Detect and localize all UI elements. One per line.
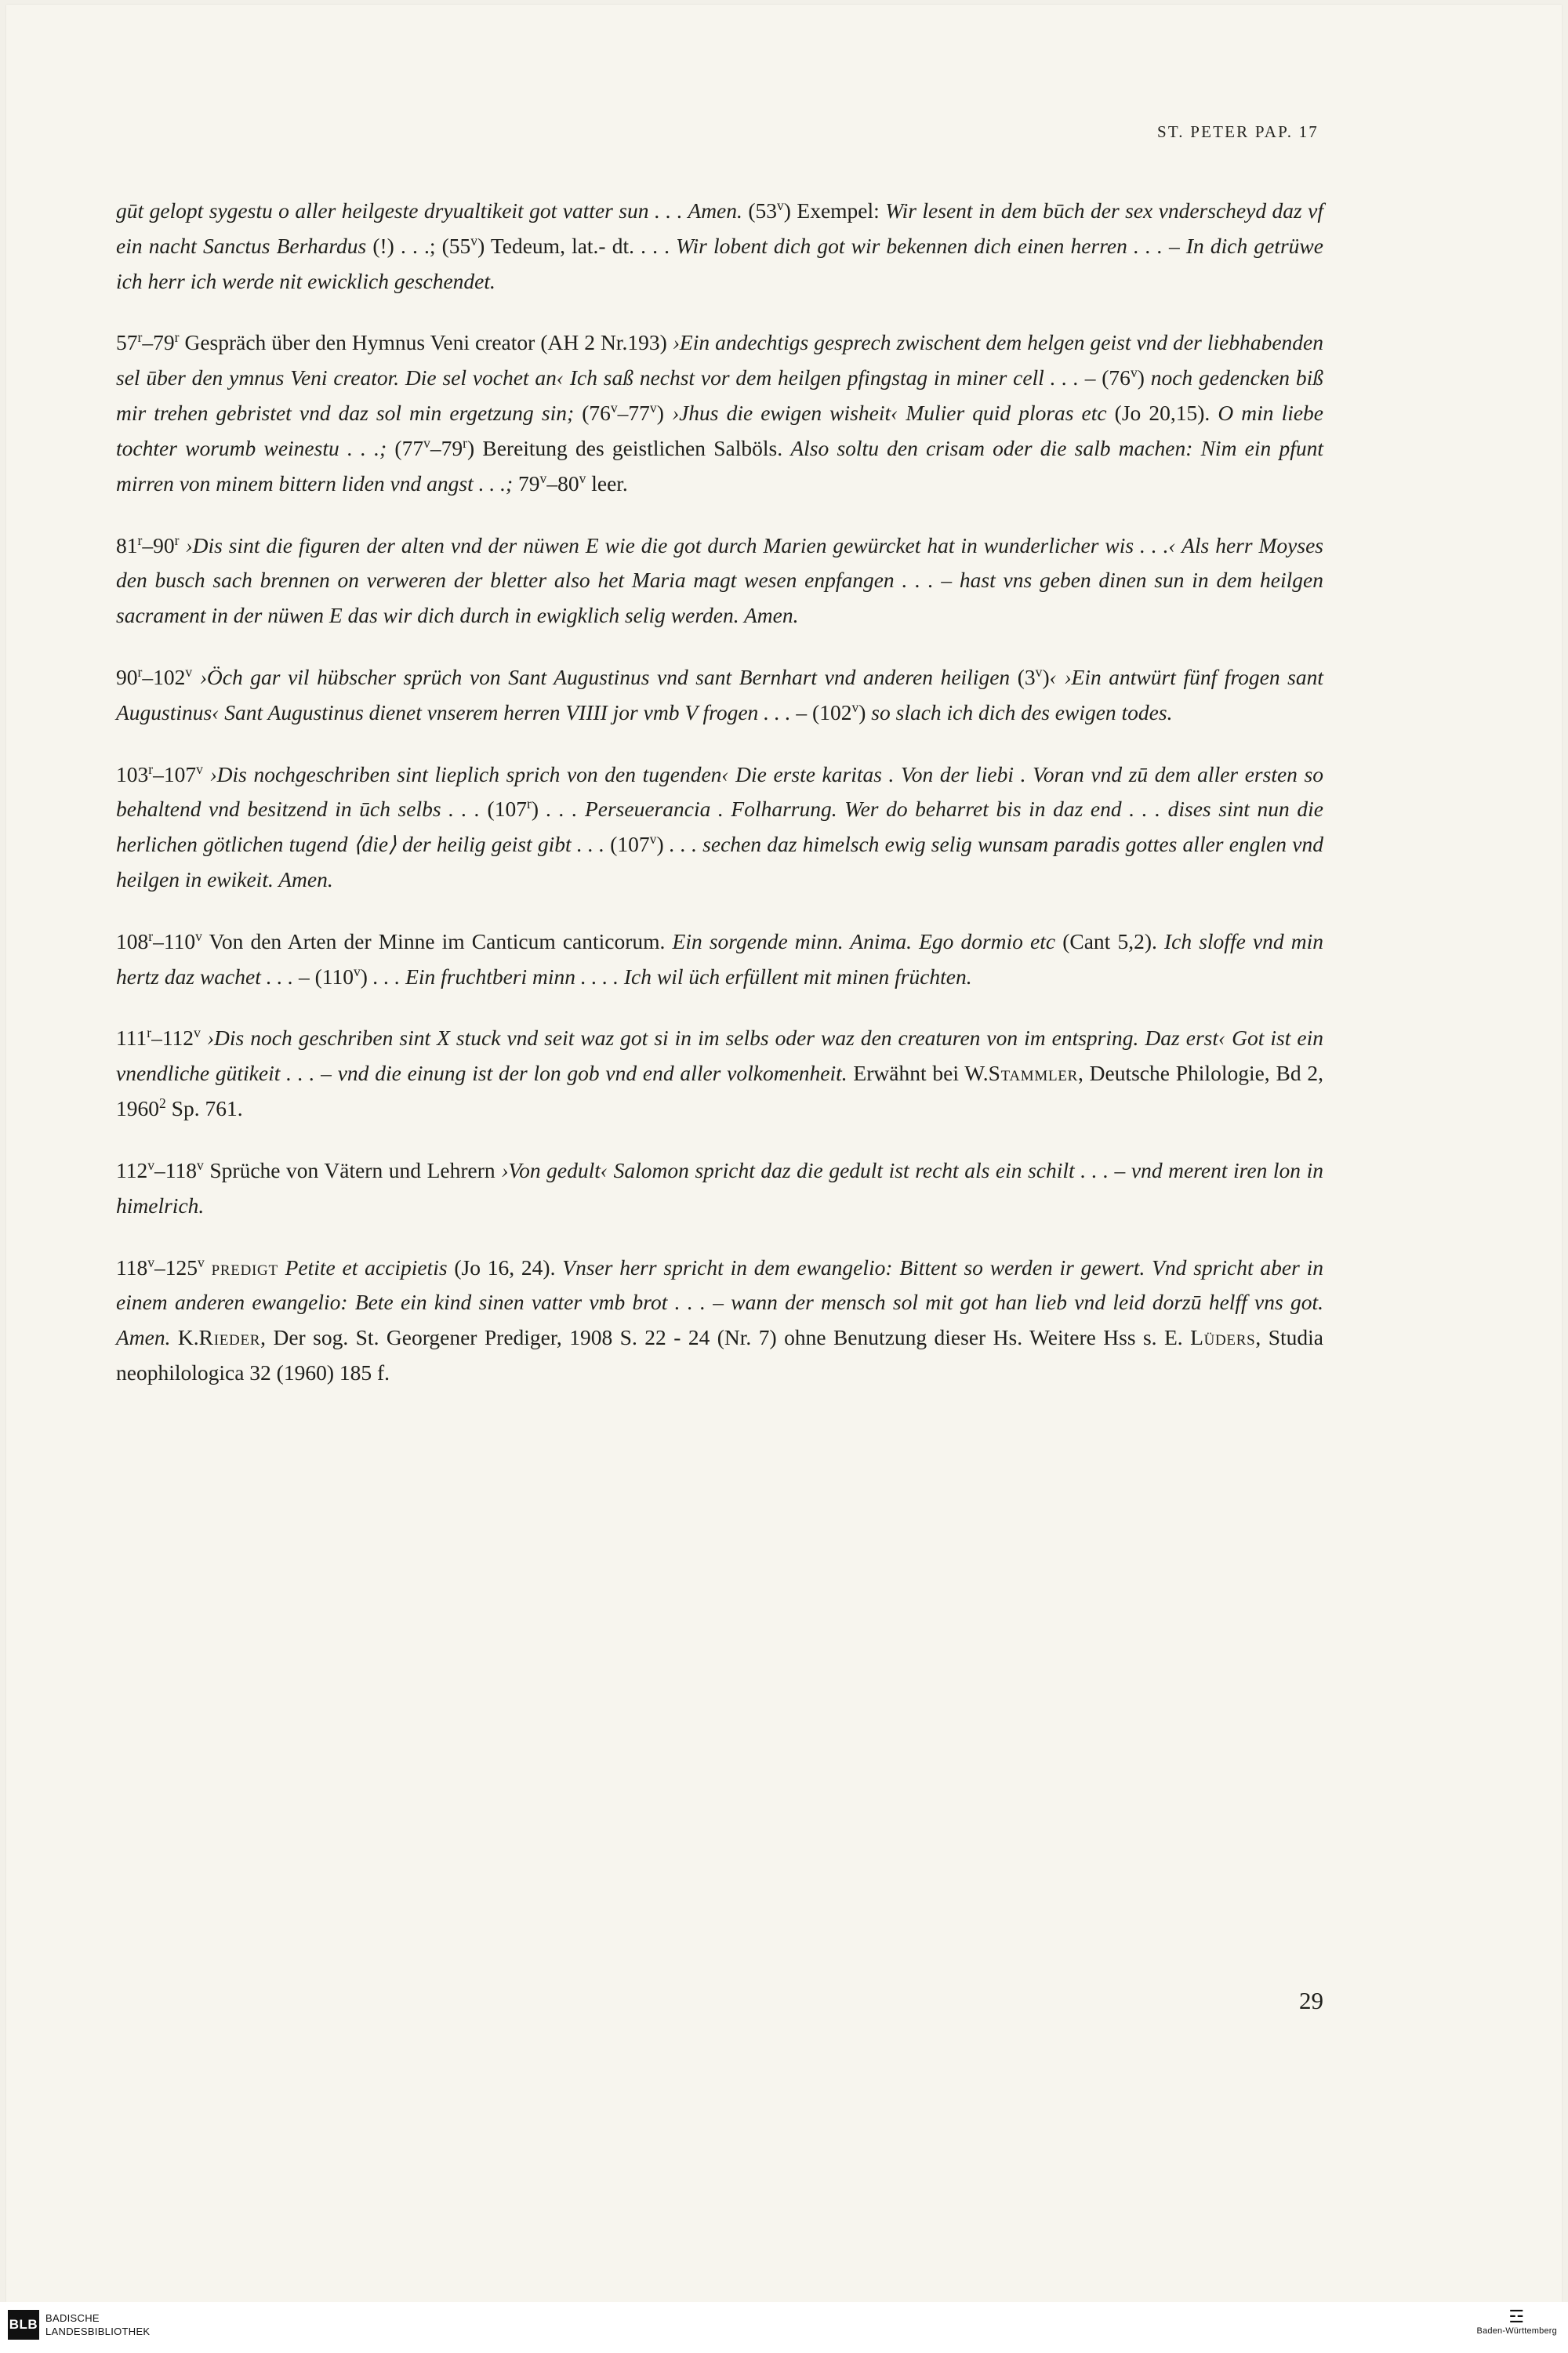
paragraph: gūt gelopt sygestu o aller heilgeste dryualtikeit got vatter sun . . . Amen. (53$^v$) Exempel: Wir lesent in dem būch der sex vnderscheyd daz vf ein nacht Sanctus Berhardus (!) . . .; (55$^v$) Tedeum, lat.- dt. . . . Wir lobent dich got wir bekennen dich einen herren . . . – In dich getrüwe ich herr ich werde nit ewicklich geschendet. — [116, 197, 1324, 293]
library-name-line2: LANDESBIBLIOTHEK — [45, 2326, 151, 2338]
blb-logo: BLB — [8, 2310, 39, 2340]
paragraph: 108$^r$–110$^v$ Von den Arten der Minne im Canticum canticorum. Ein sorgende minn. Anima. Ego dormio etc (Cant 5,2). Ich sloffe vnd min hertz daz wachet . . . – (110$^v$) . . . Ein fruchtberi minn . . . . Ich wil üch erfüllent mit minen früchten. — [116, 928, 1323, 989]
paragraph: 57$^r$–79$^r$ Gespräch über den Hymnus Veni creator (AH 2 Nr.193) ›Ein andechtigs gesprech zwischent dem helgen geist vnd der liebhabenden sel ūber den ymnus Veni creator. Die sel vochet an‹ Ich saß nechst vor dem heilgen pfingstag in miner cell . . . – (76$^v$) noch gedencken biß mir trehen gebristet vnd daz sol min ergetzung sin; (76$^v$–77$^v$) ›Jhus die ewigen wisheit‹ Mulier quid ploras etc (Jo 20,15). O min liebe tochter worumb weinestu . . .; (77$^v$–79$^r$) Bereitung des geistlichen Salböls. Also soltu den crisam oder die salb machen: Nim ein pfunt mirren von minem bittern liden vnd angst . . .; 79$^v$–80$^v$ leer. — [116, 329, 1324, 496]
paragraph: 111$^r$–112$^v$ ›Dis noch geschriben sint X stuck vnd seit waz got si in im selbs oder waz den creaturen von im entspring. Daz erst‹ Got ist ein vnendliche gütikeit . . . – vnd die einung ist der lon gob vnd end aller volkomenheit. Erwähnt bei W.Stammler, Deutsche Philologie, Bd 2, 1960$^2$ Sp. 761. — [116, 1025, 1324, 1121]
library-name — [45, 2311, 150, 2338]
state-mark — [1477, 2308, 1557, 2337]
viewer-footer-bar — [0, 2302, 1568, 2353]
paragraph: 118$^v$–125$^v$ predigt Petite et accipietis (Jo 16, 24). Vnser herr spricht in dem ewangelio: Bittent so werden ir gewert. Vnd spricht aber in einem anderen ewangelio: Bete ein kind sinen vatter vmb brot . . . – wann der mensch sol mit got han lieb vnd leid dorzū helff vns got. Amen. K.Rieder, Der sog. St. Georgener Prediger, 1908 S. 22 - 24 (Nr. 7) ohne Benutzung dieser Hs. Weitere Hss s. E. Lüders, Studia neophilologica 32 (1960) 185 f. — [116, 1254, 1324, 1385]
paragraph: 103$^r$–107$^v$ ›Dis nochgeschriben sint lieplich sprich von den tugenden‹ Die erste karitas . Von der liebi . Voran vnd zū dem aller ersten so behaltend vnd besitzend in ūch selbs . . . (107$^r$) . . . Perseuerancia . Folharrung. Wer do beharret bis in daz end . . . dises sint nun die herlichen götlichen tugend ⟨die⟩ der heilig geist gibt . . . (107$^v$) . . . sechen daz himelsch ewig selig wunsam paradis gottes aller englen vnd heilgen in ewikeit. Amen. — [116, 761, 1323, 891]
paragraph: 81$^r$–90$^r$ ›Dis sint die figuren der alten vnd der nüwen E wie die got durch Marien gewürcket hat in wunderlicher wis . . .‹ Als herr Moyses den busch sach brennen on verweren der bletter also het Maria magt wesen enpfangen . . . – hast vns geben dinen sun in dem heilgen sacrament in der nüwen E das wir dich durch in ewigklich selig werden. Amen. — [116, 532, 1323, 628]
library-name-line1: BADISCHE — [45, 2312, 100, 2324]
running-head: ST. PETER PAP. 17 — [1156, 122, 1319, 141]
state-crest-icon: ☲ — [1508, 2307, 1526, 2326]
page-number: 29 — [1299, 1987, 1323, 2014]
paragraph: 90$^r$–102$^v$ ›Öch gar vil hübscher sprüch von Sant Augustinus vnd sant Bernhart vnd anderen heiligen (3$^v$)‹ ›Ein antwürt fünf frogen sant Augustinus‹ Sant Augustinus dienet vnserem herren VIIII jor vmb V frogen . . . – (102$^v$) so slach ich dich des ewigen todes. — [116, 663, 1323, 724]
paper-sheet — [6, 5, 1562, 2302]
page-content — [116, 122, 1323, 1391]
state-label: Baden-Württemberg — [1476, 2326, 1557, 2336]
paragraph: 112$^v$–118$^v$ Sprüche von Vätern und Lehrern ›Von gedult‹ Salomon spricht daz die gedult ist recht als ein schilt . . . – vnd merent iren lon in himelrich. — [116, 1157, 1323, 1218]
